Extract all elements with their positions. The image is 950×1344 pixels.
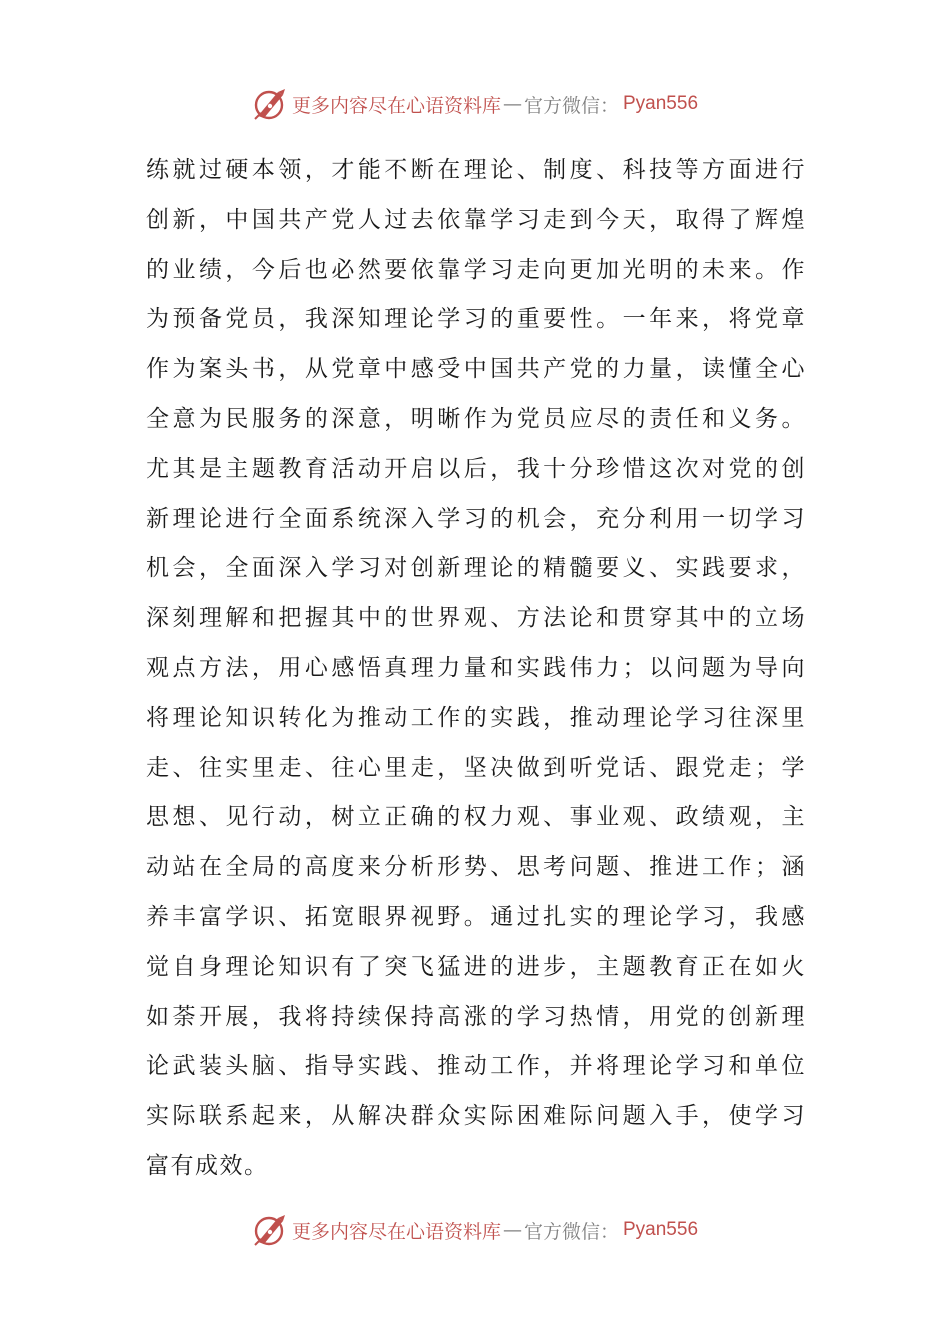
footer-watermark [0, 1210, 950, 1250]
footer-site-text: 更多内容尽在心语资料库 [291, 1220, 501, 1243]
text-line: 全意为民服务的深意，明晰作为党员应尽的责任和义务。 [146, 405, 806, 432]
text-line: 走、往实里走、往心里走，坚决做到听党话、跟党走；学 [146, 754, 806, 781]
header-dash: — [502, 93, 522, 115]
text-line: 为预备党员，我深知理论学习的重要性。一年来，将党章 [146, 306, 806, 333]
text-line: 练就过硬本领，才能不断在理论、制度、科技等方面进行 [146, 157, 806, 183]
header-wechat-label: 官方微信： [523, 94, 619, 117]
text-line: 觉自身理论知识有了突飞猛进的进步，主题教育正在如火 [146, 953, 806, 980]
footer-wechat-label: 官方微信： [523, 1220, 619, 1243]
header-watermark [0, 84, 950, 124]
text-line: 将理论知识转化为推动工作的实践，推动理论学习往深里 [146, 704, 806, 731]
text-line: 富有成效。 [146, 1152, 269, 1179]
text-line: 新理论进行全面系统深入学习的机会，充分利用一切学习 [146, 505, 806, 532]
text-line: 创新，中国共产党人过去依靠学习走到今天，取得了辉煌 [146, 206, 806, 233]
text-line: 机会，全面深入学习对创新理论的精髓要义、实践要求， [146, 555, 806, 582]
text-line: 作为案头书，从党章中感受中国共产党的力量，读懂全心 [146, 356, 806, 383]
text-line: 尤其是主题教育活动开启以后，我十分珍惜这次对党的创 [146, 455, 806, 482]
pen-nib-circle-icon [252, 86, 288, 122]
document-body [146, 146, 806, 1192]
footer-dash: — [502, 1219, 522, 1241]
pen-nib-circle-icon [252, 1212, 288, 1248]
text-line: 实际联系起来，从解决群众实际困难际问题入手，使学习 [146, 1103, 806, 1130]
text-line: 养丰富学识、拓宽眼界视野。通过扎实的理论学习，我感 [146, 903, 806, 930]
footer-wechat-id: Pyan556 [623, 1219, 699, 1240]
text-line: 论武装头脑、指导实践、推动工作，并将理论学习和单位 [146, 1053, 806, 1080]
text-line: 思想、见行动，树立正确的权力观、事业观、政绩观，主 [146, 804, 806, 831]
header-site-text: 更多内容尽在心语资料库 [291, 94, 501, 117]
text-line: 的业绩，今后也必然要依靠学习走向更加光明的未来。作 [146, 256, 806, 283]
text-line: 动站在全局的高度来分析形势、思考问题、推进工作；涵 [146, 854, 806, 881]
header-wechat-id: Pyan556 [623, 93, 699, 114]
text-line: 如荼开展，我将持续保持高涨的学习热情，用党的创新理 [146, 1003, 806, 1030]
text-line: 深刻理解和把握其中的世界观、方法论和贯穿其中的立场 [146, 605, 806, 632]
text-line: 观点方法，用心感悟真理力量和实践伟力；以问题为导向 [146, 654, 806, 681]
